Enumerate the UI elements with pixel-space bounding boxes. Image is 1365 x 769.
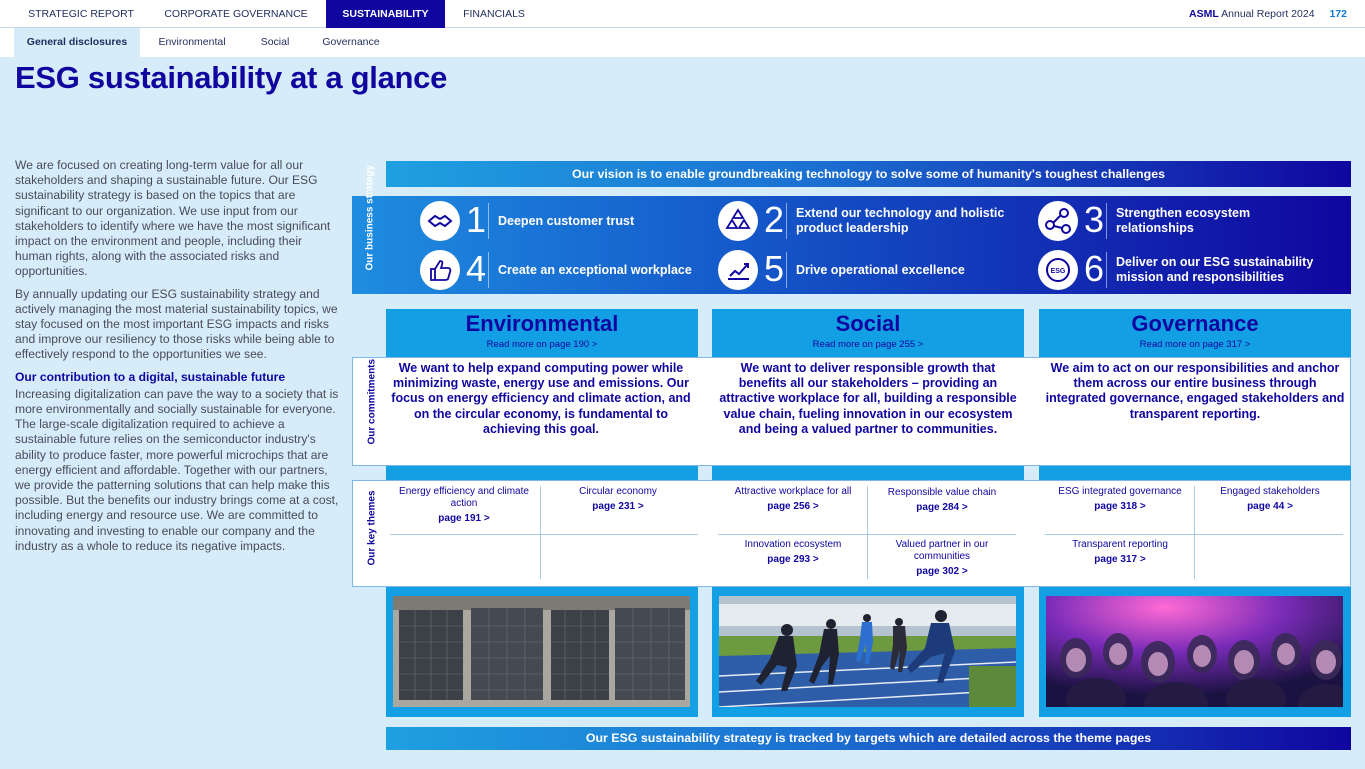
theme-link[interactable]: [717, 486, 869, 513]
commitment-text: We aim to act on our responsibilities and anchor them across our entire business through integrated governance, engaged stakeholders and transparent reporting.: [1045, 361, 1345, 421]
theme-name: Responsible value chain: [887, 487, 997, 498]
commitment-text: We want to help expand computing power while minimizing waste, energy use and emissions. Our focus on energy efficiency and climate action, and on the circular economy, is fundamental to achieving this goal.: [391, 361, 691, 436]
strategy-number: 1: [466, 199, 487, 240]
theme-name: Circular economy: [579, 486, 657, 497]
people-exercising-photo: [719, 596, 1016, 707]
theme-name: Transparent reporting: [1072, 539, 1168, 550]
strategy-item: [718, 201, 1018, 241]
pillar-title: Governance: [1131, 311, 1259, 336]
theme-link[interactable]: [389, 486, 539, 525]
theme-name: Innovation ecosystem: [744, 539, 842, 550]
theme-name: Attractive workplace for all: [734, 486, 852, 497]
strategy-text: Extend our technology and holistic product leadership: [796, 206, 1005, 235]
theme-page: page 318 >: [1094, 501, 1146, 512]
subtab-environmental[interactable]: Environmental: [158, 36, 226, 48]
theme-link[interactable]: [543, 486, 693, 513]
solar-panels-photo: [393, 596, 690, 707]
theme-page: page 293 >: [767, 554, 819, 565]
tab-corporate-governance[interactable]: CORPORATE GOVERNANCE: [164, 8, 308, 20]
vision-banner: Our vision is to enable groundbreaking technology to solve some of humanity's toughest challenges: [386, 161, 1351, 187]
top-navigation: [0, 0, 1365, 28]
pillar-header: [1039, 312, 1351, 350]
intro-text: [15, 158, 339, 561]
read-more-link[interactable]: Read more on page 190 >: [486, 339, 598, 350]
theme-link[interactable]: [1045, 486, 1195, 513]
strategy-text: Strengthen ecosystem relationships: [1116, 206, 1251, 235]
tab-financials[interactable]: FINANCIALS: [463, 8, 525, 20]
read-more-link[interactable]: Read more on page 255 >: [812, 339, 924, 350]
theme-page: page 284 >: [916, 502, 968, 513]
strategy-text: Drive operational excellence: [796, 262, 965, 277]
commitment-text: We want to deliver responsible growth that benefits all our stakeholders – providing an attractive workplace for all, building a responsible value chain, fueling innovation in our ecosystem and being a valued partner to communities.: [719, 361, 1017, 436]
subtab-governance[interactable]: Governance: [322, 36, 380, 48]
report-name: Annual Report 2024: [1221, 8, 1315, 20]
tab-strategic-report[interactable]: STRATEGIC REPORT: [28, 8, 134, 20]
theme-name: ESG integrated governance: [1058, 486, 1182, 497]
targets-banner: Our ESG sustainability strategy is tracked by targets which are detailed across the theme pages: [386, 727, 1351, 750]
triangles-icon: [718, 201, 758, 241]
intro-paragraph: We are focused on creating long-term value for all our stakeholders and shaping a sustainable future. Our ESG sustainability strategy is based on the topics that are significant to our organization. We use input from our stakeholders to identify where we have the most significant impact on the environment and people, including their human rights, along with the associated risks and opportunities.: [15, 158, 331, 279]
strategy-item: [1038, 250, 1338, 290]
pillar-title: Environmental: [465, 311, 619, 336]
theme-name: Engaged stakeholders: [1220, 486, 1320, 497]
theme-link[interactable]: [867, 487, 1017, 514]
theme-link[interactable]: [1045, 539, 1195, 566]
page-number: 172: [1329, 8, 1347, 20]
tab-sustainability[interactable]: SUSTAINABILITY: [326, 0, 445, 28]
theme-name: Valued partner in our communities: [895, 539, 989, 562]
strategy-item: [718, 250, 1018, 290]
themes-label: Our key themes: [366, 490, 378, 566]
theme-page: page 256 >: [767, 501, 819, 512]
theme-page: page 231 >: [592, 501, 644, 512]
theme-link[interactable]: [867, 539, 1017, 578]
strategy-item: [420, 250, 710, 290]
network-icon: [1038, 201, 1078, 241]
read-more-link[interactable]: Read more on page 317 >: [1139, 339, 1251, 350]
subtab-social[interactable]: Social: [260, 36, 290, 48]
commitments-label: Our commitments: [366, 358, 378, 445]
report-header: [1189, 0, 1347, 28]
audience-photo: [1046, 596, 1343, 707]
svg-text:ESG: ESG: [1050, 268, 1066, 275]
theme-page: page 302 >: [916, 566, 968, 577]
strategy-number: 2: [764, 199, 785, 240]
pillar-title: Social: [835, 311, 901, 336]
growth-chart-icon: [718, 250, 758, 290]
strategy-item: [420, 201, 710, 241]
theme-link[interactable]: [1195, 486, 1345, 513]
strategy-number: 5: [764, 248, 785, 289]
thumbs-up-icon: [420, 250, 460, 290]
handshake-icon: [420, 201, 460, 241]
pillar-header: [386, 312, 698, 350]
theme-page: page 191 >: [438, 513, 490, 524]
pillar-header: [712, 312, 1024, 350]
intro-paragraph: By annually updating our ESG sustainability strategy and actively managing the most material sustainability topics, we stay focused on the most important ESG impacts and risks and improve our resiliency to those risks while being able to effectively respond to the opportunities we see.: [15, 286, 338, 362]
brand-name: ASML: [1189, 8, 1219, 20]
theme-page: page 44 >: [1247, 501, 1293, 512]
esg-icon: [1038, 250, 1078, 290]
strategy-number: 6: [1084, 248, 1105, 289]
sub-navigation: [0, 28, 1365, 57]
subtab-general-disclosures[interactable]: General disclosures: [14, 28, 140, 57]
strategy-number: 3: [1084, 199, 1105, 240]
strategy-item: [1038, 201, 1338, 241]
strategy-text: Create an exceptional workplace: [498, 262, 692, 277]
theme-name: Energy efficiency and climate action: [399, 486, 529, 509]
strategy-number: 4: [466, 248, 487, 289]
theme-page: page 317 >: [1094, 554, 1146, 565]
theme-link[interactable]: [718, 539, 868, 566]
page-title: ESG sustainability at a glance: [15, 60, 448, 95]
section-heading: Our contribution to a digital, sustainable future: [15, 369, 286, 384]
strategy-text: Deliver on our ESG sustainability mission and responsibilities: [1116, 255, 1314, 284]
strategy-text: Deepen customer trust: [498, 213, 635, 228]
intro-paragraph: Increasing digitalization can pave the way to a society that is more environmentally and socially sustainable for everyone. The large-scale digitalization required to achieve a sustainable future relies on the semiconductor industry's ability to produce faster, more powerful microchips that are energy efficient and affordable. Together with our partners, we provide the patterning solutions that can help make this possible. But the benefits our industry brings come at a cost, including energy and resource use. We are committed to innovating and investing to enable our company and the industry as a whole to reduce its negative impacts.: [15, 386, 339, 553]
strategy-label: Our business strategy: [364, 164, 376, 271]
